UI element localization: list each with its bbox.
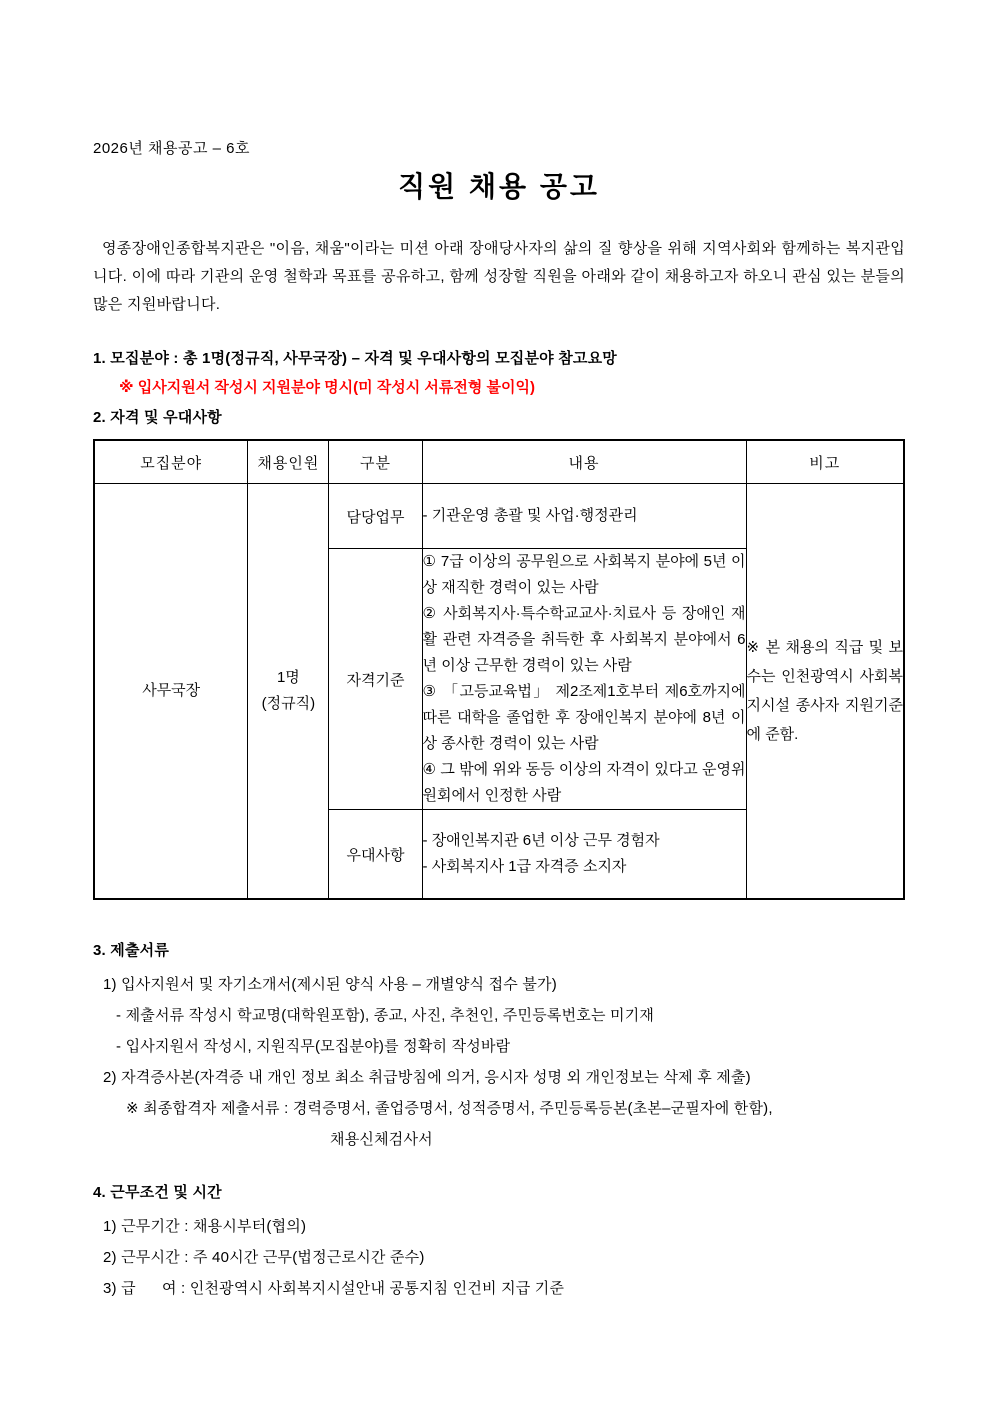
headcount-line: (정규직) [261,695,316,712]
list-item: 3) 급 여 : 인천광역시 사회복지시설안내 공통지침 인건비 지급 기준 [103,1280,565,1297]
qualifications-table [93,439,905,900]
list-item: 2) 근무시간 : 주 40시간 근무(법정근로시간 준수) [103,1249,425,1266]
section-recruit-field [93,348,905,398]
table-header-row [94,440,904,484]
list-item: ※ 최종합격자 제출서류 : 경력증명서, 졸업증명서, 성적증명서, 주민등록등본(초본–군필자에 한함), [126,1100,773,1117]
remark-cell [746,484,904,900]
criteria-item: ④ 그 밖에 위와 동등 이상의 자격이 있다고 운영위원회에서 인정한 사람 [422,761,746,804]
list-item: - 제출서류 작성시 학교명(대학원포함), 종교, 사진, 추천인, 주민등록번호는 미기재 [116,1007,655,1024]
preference-content-cell [422,810,746,900]
table-row [94,484,904,549]
criteria-item: ③ 「고등교육법」 제2조제1호부터 제6호까지에 따른 대학을 졸업한 후 장애인복지 분야에 8년 이상 종사한 경력이 있는 사람 [422,683,746,752]
criteria-item: ② 사회복지사·특수학교교사·치료사 등 장애인 재활 관련 자격증을 취득한 후 사회복지 분야에서 6년 이상 근무한 경력이 있는 사람 [422,605,746,674]
list-item: - 입사지원서 작성시, 지원직무(모집분야)를 정확히 작성바람 [116,1038,511,1055]
list-item: 2) 자격증사본(자격증 내 개인 정보 최소 취급방침에 의거, 응시자 성명 외 개인정보는 삭제 후 제출) [103,1069,751,1086]
header-content: 내용 [422,440,746,484]
section-2-heading: 2. 자격 및 우대사항 [93,409,222,426]
list-item: 1) 근무기간 : 채용시부터(협의) [103,1218,307,1235]
work-conditions-list [93,1211,905,1304]
remark-text: ※ 본 채용의 직급 및 보수는 인천광역시 사회복지시설 종사자 지원기준에 준함. [746,639,903,743]
section-3-heading: 3. 제출서류 [93,942,170,959]
page-title: 직원 채용 공고 [398,171,600,202]
header-category: 구분 [329,440,422,484]
section-qualifications [93,407,905,900]
headcount-cell [248,484,329,900]
duty-content-cell [422,484,746,549]
row-label-duty: 담당업무 [329,484,422,549]
section-1-red-note: ※ 입사지원서 작성시 지원분야 명시(미 작성시 서류전형 불이익) [119,379,535,396]
criteria-content-cell [422,549,746,810]
section-documents [93,940,905,1155]
headcount-line: 1명 [276,669,300,686]
preference-item: - 장애인복지관 6년 이상 근무 경험자 [422,832,660,849]
header-remark: 비고 [746,440,904,484]
documents-list [93,969,905,1155]
field-cell: 사무국장 [94,484,248,900]
doc-number: 2026년 채용공고 – 6호 [93,140,250,157]
row-label-preference: 우대사항 [329,810,422,900]
section-1-heading: 1. 모집분야 : 총 1명(정규직, 사무국장) – 자격 및 우대사항의 모집분야 참고요망 [93,350,618,367]
section-4-heading: 4. 근무조건 및 시간 [93,1184,222,1201]
duty-line: - 기관운영 총괄 및 사업·행정관리 [422,507,638,524]
header-recruit-field: 모집분야 [94,440,248,484]
section-work-conditions [93,1182,905,1304]
row-label-criteria: 자격기준 [329,549,422,810]
list-item: 채용신체검사서 [330,1131,433,1148]
header-headcount: 채용인원 [248,440,329,484]
list-item: 1) 입사지원서 및 자기소개서(제시된 양식 사용 – 개별양식 접수 불가) [103,976,557,993]
preference-item: - 사회복지사 1급 자격증 소지자 [422,858,627,875]
intro-paragraph: 영종장애인종합복지관은 "이음, 채움"이라는 미션 아래 장애당사자의 삶의 질 향상을 위해 지역사회와 함께하는 복지관입니다. 이에 따라 기관의 운영 철학과 목표를 공유하고, 함께 성장할 직원을 아래와 같이 채용하고자 하오니 관심 있는 분들의 많은 지원바랍니다. [93,240,905,313]
criteria-item: ① 7급 이상의 공무원으로 사회복지 분야에 5년 이상 재직한 경력이 있는 사람 [422,553,746,596]
